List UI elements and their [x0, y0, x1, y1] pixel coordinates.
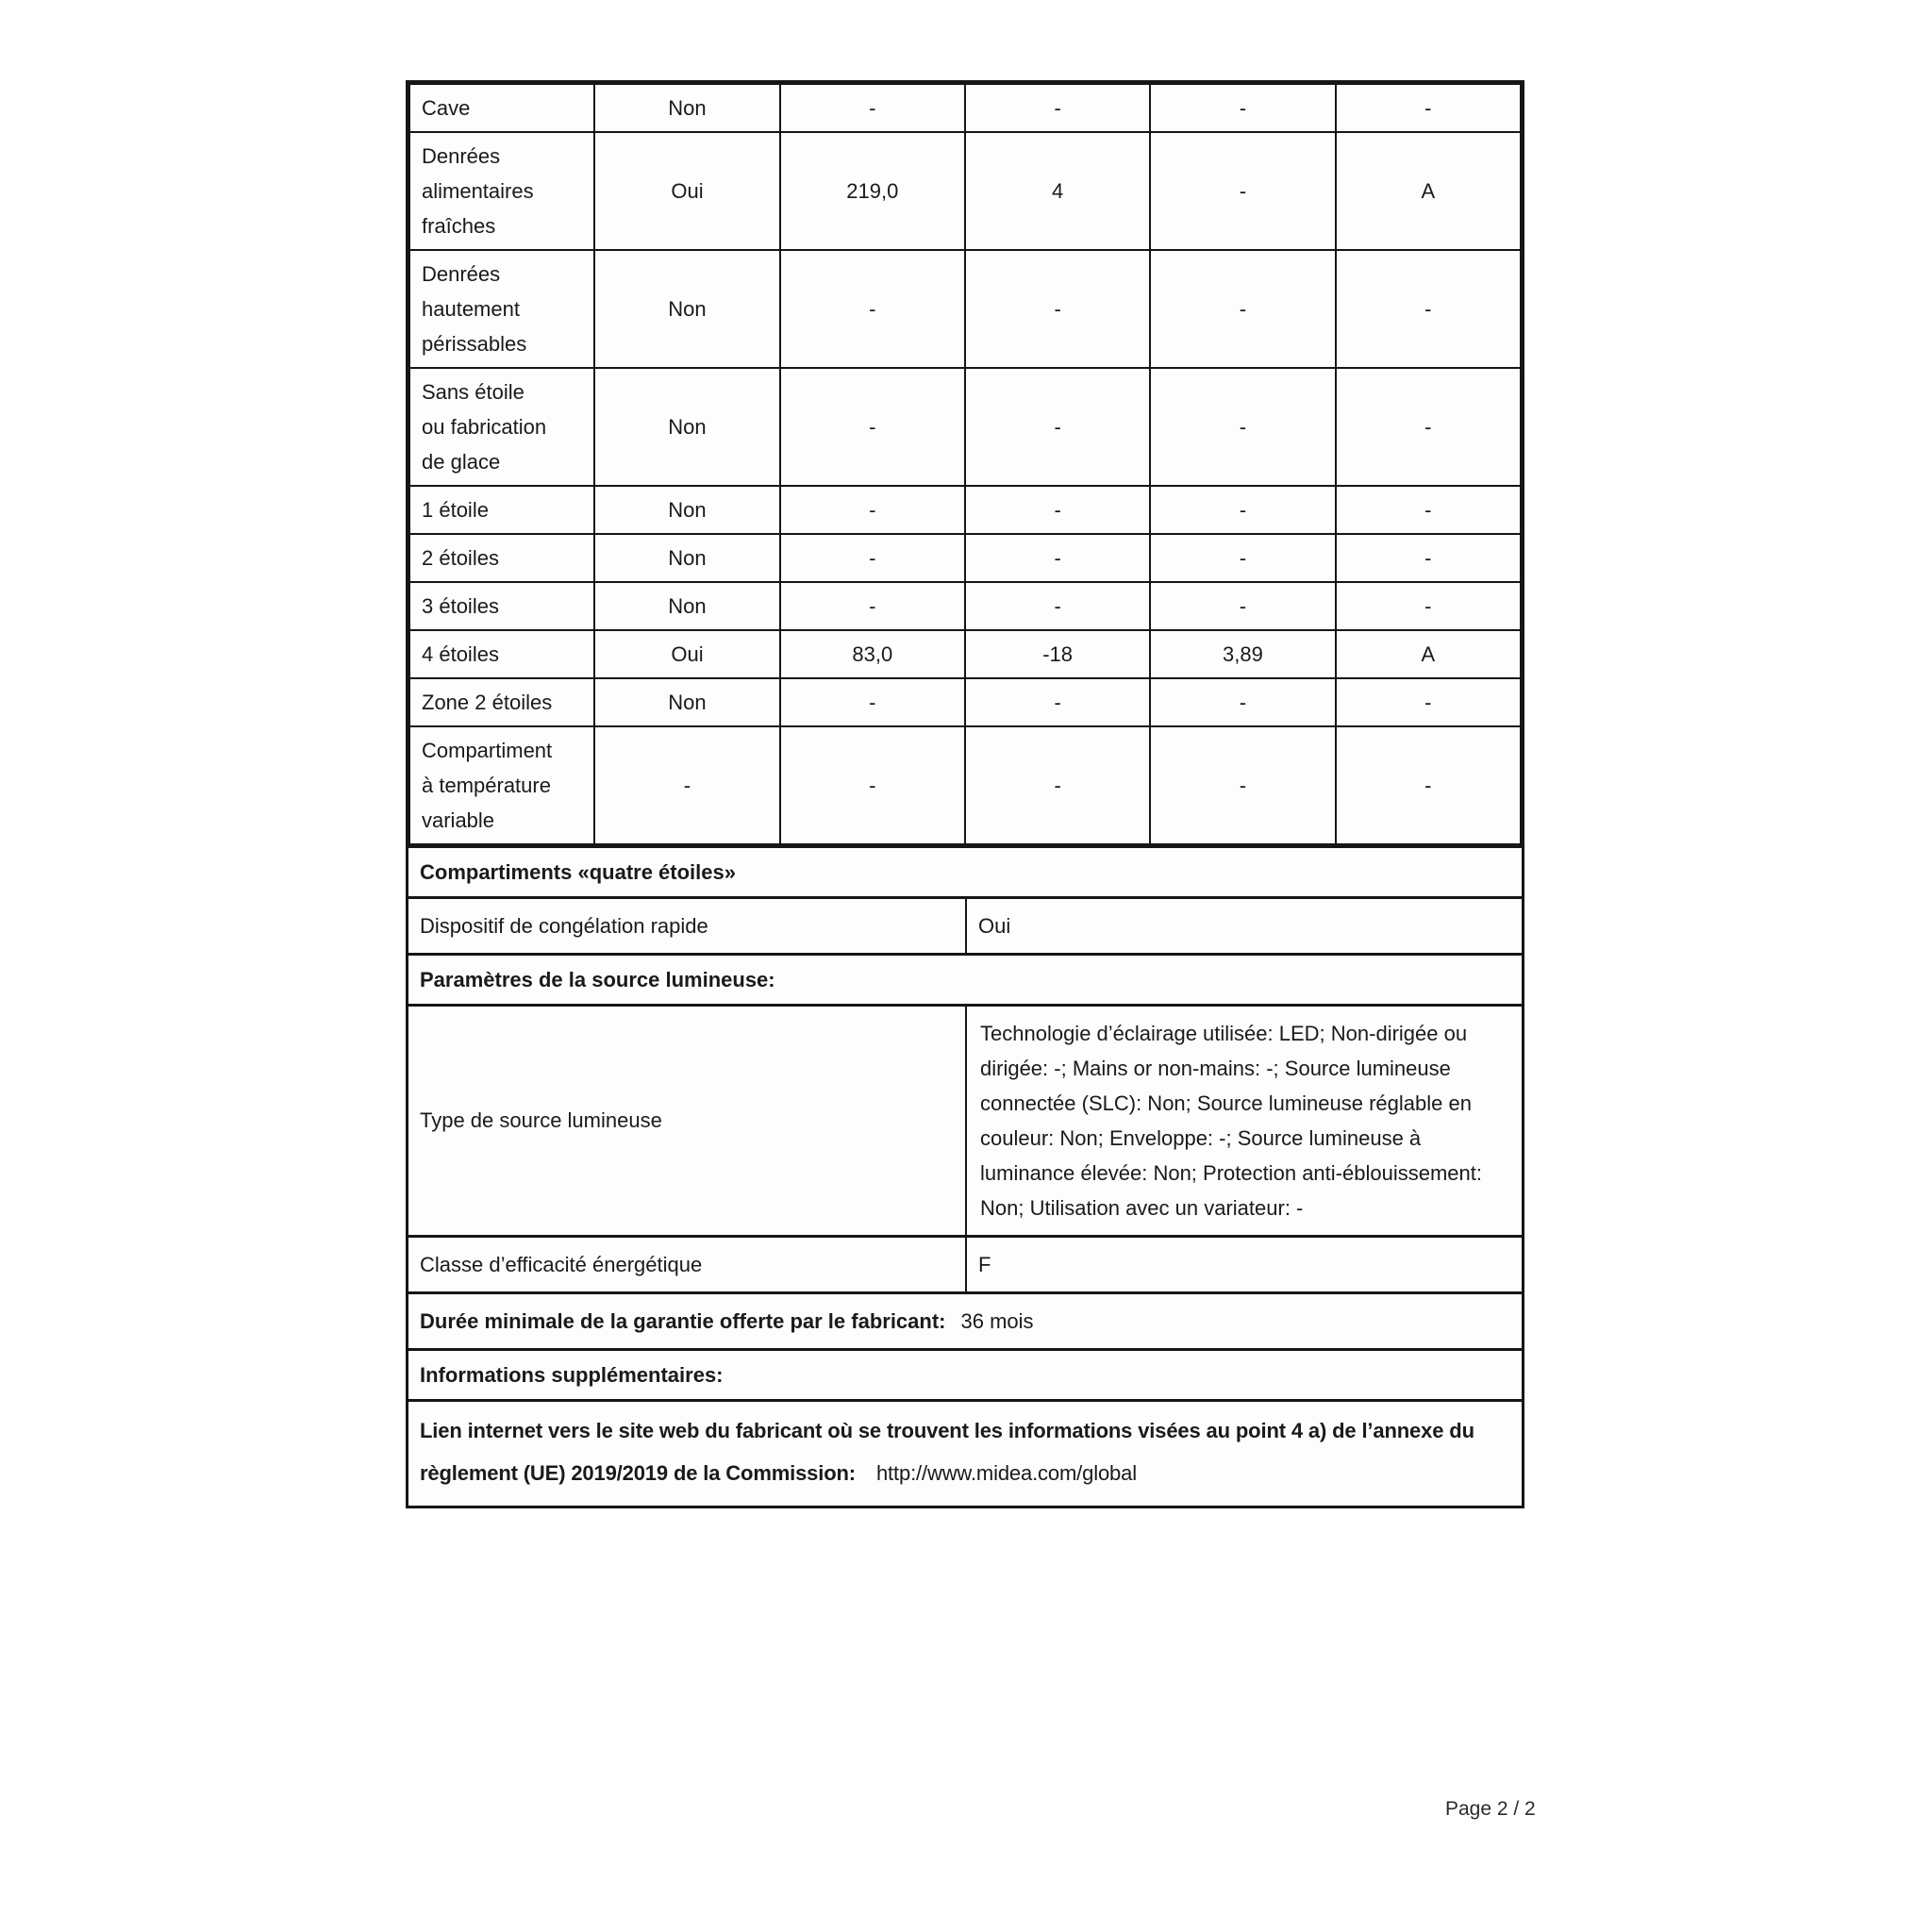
table-row	[409, 726, 1521, 844]
warranty-label: Durée minimale de la garantie offerte par le fabricant:	[420, 1308, 946, 1333]
table-cell: -	[965, 534, 1150, 582]
table-row	[409, 678, 1521, 726]
table-cell: -	[780, 368, 965, 486]
table-cell: Oui	[594, 132, 779, 250]
table-row	[409, 84, 1521, 132]
table-cell: Non	[594, 368, 779, 486]
table-cell: -	[780, 678, 965, 726]
table-cell: -	[1150, 486, 1335, 534]
table-cell: -	[965, 84, 1150, 132]
fast-freeze-row	[408, 896, 1522, 953]
table-row	[409, 132, 1521, 250]
page-number: Page 2 / 2	[1445, 1798, 1536, 1820]
energy-class-label: Classe d’efficacité énergétique	[420, 1252, 703, 1276]
row-label: 1 étoile	[409, 486, 594, 534]
light-source-type-value: Technologie d’éclairage utilisée: LED; Non-dirigée ou dirigée: -; Mains or non-mains: -; Source lumineuse connectée (SLC): Non; Source lumineuse réglable en couleur: Non; Enveloppe: -; Source lumineuse à luminance élevée: Non; Protection anti-éblouissement: Non; Utilisation avec un variateur: -	[965, 1007, 1522, 1235]
row-label: Sans étoile ou fabrication de glace	[409, 368, 594, 486]
table-row	[409, 250, 1521, 368]
section-header-additional-information	[408, 1348, 1522, 1399]
table-cell: -	[1150, 534, 1335, 582]
table-cell: -	[780, 250, 965, 368]
energy-class-row	[408, 1235, 1522, 1291]
table-cell: -	[1150, 84, 1335, 132]
table-cell: -	[965, 486, 1150, 534]
warranty-row	[408, 1291, 1522, 1348]
table-cell: Non	[594, 486, 779, 534]
row-label: Denrées hautement périssables	[409, 250, 594, 368]
table-cell: -	[965, 678, 1150, 726]
table-cell: -	[1336, 84, 1521, 132]
manufacturer-link-label: Lien internet vers le site web du fabricant où se trouvent les informations visées au point 4 a) de l’annexe du règlement (UE) 2019/2019 de la Commission:	[420, 1419, 1474, 1485]
light-source-type-row	[408, 1004, 1522, 1235]
table-cell: -	[780, 486, 965, 534]
table-cell: -	[1336, 726, 1521, 844]
table-row	[409, 630, 1521, 678]
fast-freeze-value: Oui	[965, 899, 1522, 953]
table-cell: -	[1336, 678, 1521, 726]
table-cell: -	[1150, 726, 1335, 844]
row-label: Zone 2 étoiles	[409, 678, 594, 726]
manufacturer-link-row	[408, 1399, 1522, 1506]
table-row	[409, 486, 1521, 534]
table-row	[409, 582, 1521, 630]
table-cell: -	[965, 726, 1150, 844]
table-cell: A	[1336, 630, 1521, 678]
row-label: 4 étoiles	[409, 630, 594, 678]
table-cell: -	[1336, 368, 1521, 486]
table-row	[409, 368, 1521, 486]
table-cell: 4	[965, 132, 1150, 250]
table-row	[409, 534, 1521, 582]
table-cell: -18	[965, 630, 1150, 678]
table-cell: -	[1336, 486, 1521, 534]
table-cell: 3,89	[1150, 630, 1335, 678]
section-header-light-source-parameters	[408, 953, 1522, 1004]
table-cell: -	[780, 534, 965, 582]
compartment-table	[408, 83, 1522, 845]
table-cell: -	[965, 368, 1150, 486]
row-label: 3 étoiles	[409, 582, 594, 630]
product-fiche-table	[406, 80, 1524, 1508]
section-header-label: Informations supplémentaires:	[420, 1362, 724, 1387]
table-cell: -	[1336, 534, 1521, 582]
table-cell: Non	[594, 582, 779, 630]
table-cell: Non	[594, 534, 779, 582]
table-cell: -	[1150, 582, 1335, 630]
table-cell: Non	[594, 678, 779, 726]
table-cell: A	[1336, 132, 1521, 250]
table-cell: -	[1150, 250, 1335, 368]
fast-freeze-label: Dispositif de congélation rapide	[420, 913, 708, 938]
light-source-type-label: Type de source lumineuse	[420, 1108, 662, 1132]
table-cell: -	[1150, 678, 1335, 726]
energy-class-value: F	[965, 1238, 1522, 1291]
table-cell: -	[1150, 368, 1335, 486]
row-label: Compartiment à température variable	[409, 726, 594, 844]
row-label: Cave	[409, 84, 594, 132]
row-label: 2 étoiles	[409, 534, 594, 582]
table-cell: -	[1336, 582, 1521, 630]
table-cell: -	[1150, 132, 1335, 250]
table-cell: Oui	[594, 630, 779, 678]
row-label: Denrées alimentaires fraîches	[409, 132, 594, 250]
section-header-label: Paramètres de la source lumineuse:	[420, 967, 775, 991]
table-cell: 219,0	[780, 132, 965, 250]
table-cell: -	[965, 582, 1150, 630]
warranty-value: 36 mois	[960, 1308, 1034, 1333]
table-cell: -	[780, 726, 965, 844]
table-cell: -	[780, 582, 965, 630]
table-cell: -	[1336, 250, 1521, 368]
table-cell: -	[780, 84, 965, 132]
manufacturer-link-url: http://www.midea.com/global	[875, 1461, 1137, 1485]
section-header-label: Compartiments «quatre étoiles»	[420, 859, 736, 884]
table-cell: -	[594, 726, 779, 844]
table-cell: Non	[594, 84, 779, 132]
table-cell: -	[965, 250, 1150, 368]
table-cell: Non	[594, 250, 779, 368]
section-header-four-star-compartments	[408, 845, 1522, 896]
table-cell: 83,0	[780, 630, 965, 678]
